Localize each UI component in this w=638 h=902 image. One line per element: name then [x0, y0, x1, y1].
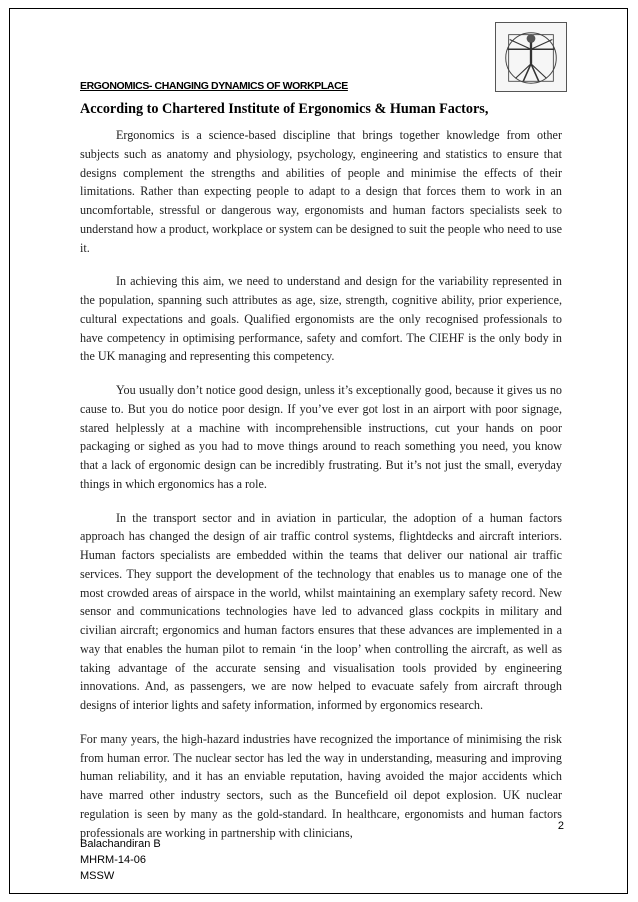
paragraph: You usually don’t notice good design, unless it’s exceptionally good, because it gives us no cause to. But you do notice poor design. If you’ve ever got lost in an airport with poor signage, stared helplessly at a machine with incomprehensible instructions, cut your hands on poor packaging or sighed as you had to move things around to reach something you need, you know that a lack of ergonomic design can be incredibly frustrating. But it’s not just the small, everyday things in which ergonomics has a role. — [80, 383, 562, 491]
paragraph: In the transport sector and in aviation in particular, the adoption of a human factors approach has changed the design of air traffic control systems, flightdecks and aircraft interiors. Human factors specialists are embedded within the teams that deliver our national air traffic services. They support the development of the technology that enables us to manage one of the most crowded areas of airspace in the world, whilst maintaining an exemplary safety record. New sensor and communications technologies have led to advanced glass cockpits in military and civilian aircraft; ergonomics and human factors ensures that these advances are implemented in a way that enables the human pilot to remain ‘in the loop’ when controlling the aircraft, as well as taking advantage of the accurate sensing and visualisation tools provided by engineering innovations. And, as passengers, we are now helped to evacuate safely from aircraft through designs of interior lights and safety information, informed by ergonomics research. — [80, 510, 562, 712]
body-text — [80, 126, 562, 857]
source-subheading: According to Chartered Institute of Ergonomics & Human Factors, — [80, 101, 489, 117]
footer-organization: MSSW — [80, 870, 115, 882]
paragraph: Ergonomics is a science-based discipline that brings together knowledge from other subjects such as anatomy and physiology, psychology, engineering and statistics to ensure that designs complement the strengths and abilities of people and minimise the effects of their limitations. Rather than expecting people to adapt to a design that forces them to work in an uncomfortable, stressful or dangerous way, ergonomists and human factors specialists seek to understand how a product, workplace or system can be designed to suit the people who need to use it. — [80, 128, 562, 255]
paragraph: In achieving this aim, we need to understand and design for the variability represented in the population, spanning such attributes as age, size, strength, cognitive ability, prior experience, cultural expectations and goals. Qualified ergonomists are the only recognised professionals to have competency in optimising performance, safety and comfort. The CIEHF is the only body in the UK managing and representing this competency. — [80, 274, 562, 364]
footer-roll-number: MHRM-14-06 — [80, 854, 147, 866]
vitruvian-man-icon — [496, 23, 566, 91]
logo — [495, 22, 567, 92]
document-heading: ERGONOMICS- CHANGING DYNAMICS OF WORKPLACE — [80, 80, 348, 92]
paragraph: For many years, the high-hazard industries have recognized the importance of minimising the risk from human error. The nuclear sector has led the way in understanding, measuring and improving human reliability, and it has an enviable reputation, having avoided the major accidents which have marred other industry sectors, such as the Buncefield oil depot explosion. UK nuclear regulation is seen by many as the gold-standard. In healthcare, ergonomists and human factors professionals are working in partnership with clinicians, — [80, 731, 562, 840]
footer — [80, 836, 161, 884]
page-number: 2 — [557, 820, 564, 832]
footer-author: Balachandiran B — [80, 838, 161, 850]
